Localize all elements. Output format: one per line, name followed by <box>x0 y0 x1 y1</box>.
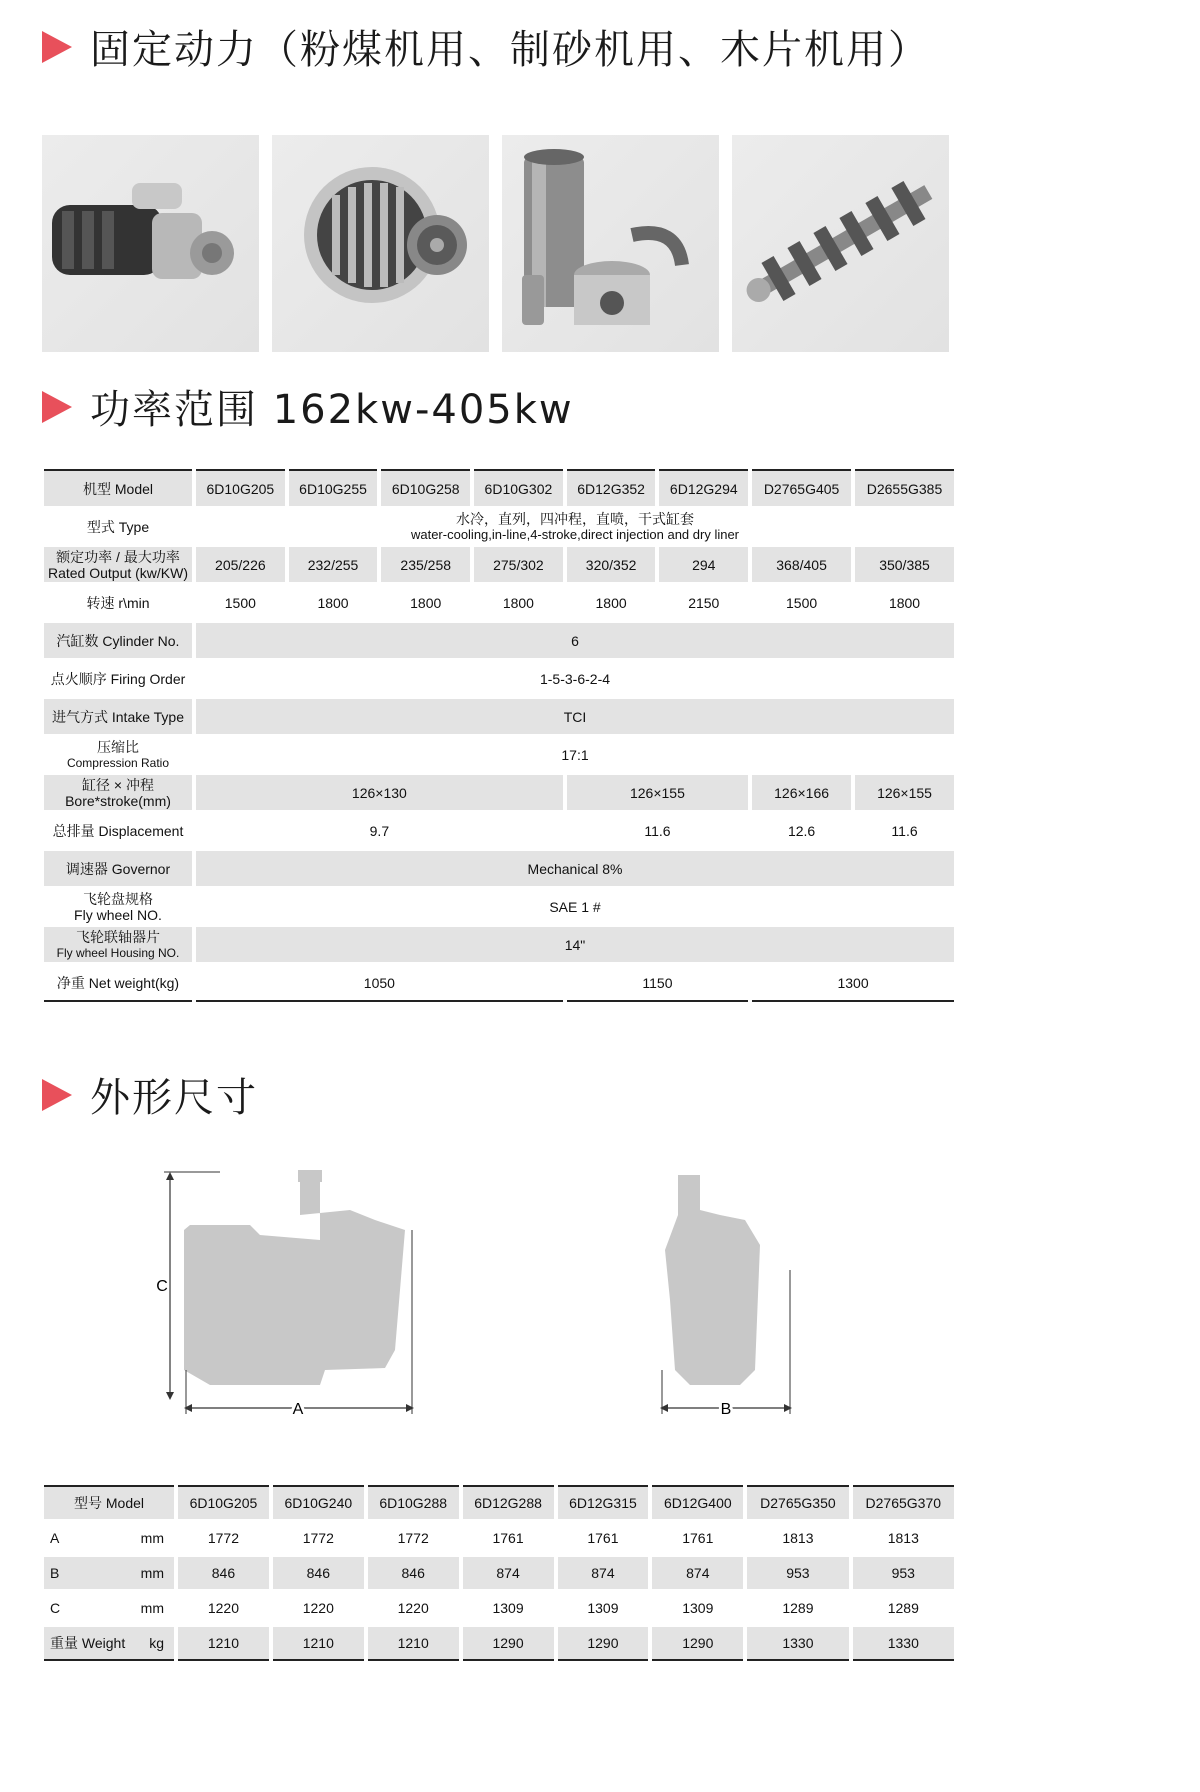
table-row <box>44 547 954 582</box>
dim-cell: 846 <box>178 1557 269 1589</box>
dim-label-a: A <box>292 1401 304 1418</box>
crankshaft-image <box>732 135 949 352</box>
table-row <box>44 699 954 734</box>
spec-table <box>40 466 958 1005</box>
speed-cell: 1800 <box>502 594 534 611</box>
table-row <box>44 1592 954 1624</box>
parts-photo-row <box>42 135 949 352</box>
engine-end-view-diagram <box>650 1170 800 1420</box>
table-row <box>44 1627 954 1661</box>
dim-cell: 1210 <box>368 1627 459 1661</box>
dim-cell: 1220 <box>207 1600 240 1616</box>
intake-cell: TCI <box>196 699 954 734</box>
speed-cell: 1800 <box>317 594 349 611</box>
table-row <box>44 775 954 810</box>
intake-label: 进气方式 Intake Type <box>44 699 192 734</box>
table-row <box>44 469 954 506</box>
speed-label: 转速 r\min <box>86 594 150 611</box>
dimension-table <box>40 1482 958 1664</box>
weight-cell: 1050 <box>196 965 563 1002</box>
housing-cell: 14" <box>196 927 954 962</box>
dim-cell: 1290 <box>652 1627 743 1661</box>
dim-model-label: 型号 Model <box>44 1485 174 1519</box>
type-label: 型式 Type <box>86 518 150 535</box>
bore-cell: 126×155 <box>567 775 748 810</box>
table-row <box>44 965 954 1002</box>
type-cell <box>196 509 954 544</box>
dim-cell: 874 <box>463 1557 554 1589</box>
dim-cell: 953 <box>747 1557 848 1589</box>
section-heading-dimensions <box>42 1066 258 1123</box>
rated-label-cn: 额定功率 / 最大功率 <box>56 548 180 565</box>
dim-cell: 1220 <box>302 1600 334 1616</box>
dim-row-name: C <box>50 1600 61 1616</box>
dim-row-name: B <box>50 1565 60 1581</box>
dim-row-unit: mm <box>140 1600 164 1616</box>
flywheel-label-en: Fly wheel NO. <box>74 906 162 923</box>
dim-row-label <box>44 1627 174 1661</box>
rated-cell: 275/302 <box>474 547 563 582</box>
disp-cell: 11.6 <box>644 822 671 839</box>
rated-cell: 320/352 <box>567 547 656 582</box>
bore-cell: 126×166 <box>752 775 851 810</box>
bore-label-en: Bore*stroke(mm) <box>65 792 171 809</box>
disp-label: 总排量 Displacement <box>52 822 184 839</box>
model-cell: 6D10G255 <box>289 469 378 506</box>
dim-cell: 846 <box>273 1557 364 1589</box>
dim-cell: 1210 <box>273 1627 364 1661</box>
triangle-bullet-icon <box>42 391 72 423</box>
weight-cell: 1150 <box>567 965 748 1002</box>
dim-model-cell: 6D10G205 <box>178 1485 269 1519</box>
dim-cell: 1772 <box>302 1530 334 1546</box>
speed-cell: 1800 <box>595 594 627 611</box>
model-cell: 6D10G258 <box>381 469 470 506</box>
dim-cell: 1772 <box>207 1530 240 1546</box>
dim-cell: 1309 <box>682 1600 714 1616</box>
model-cell: D2765G405 <box>752 469 851 506</box>
disp-cell: 11.6 <box>891 822 918 839</box>
compression-cell: 17:1 <box>561 746 589 763</box>
housing-label-en: Fly wheel Housing NO. <box>56 945 180 960</box>
speed-cell: 1500 <box>786 594 818 611</box>
dim-cell: 1290 <box>558 1627 649 1661</box>
table-row <box>44 889 954 924</box>
table-row <box>44 813 954 848</box>
dim-model-cell: 6D12G288 <box>463 1485 554 1519</box>
rated-cell: 350/385 <box>855 547 954 582</box>
flywheel-label-cn: 飞轮盘规格 <box>83 890 153 907</box>
model-cell: 6D12G294 <box>659 469 748 506</box>
flywheel-cell: SAE 1 # <box>549 898 601 915</box>
table-row <box>44 851 954 886</box>
housing-label-cn: 飞轮联轴器片 <box>76 928 160 945</box>
dim-row-unit: mm <box>140 1530 164 1546</box>
dim-model-cell: 6D10G288 <box>368 1485 459 1519</box>
table-row <box>44 927 954 962</box>
dim-row-unit: mm <box>140 1565 164 1581</box>
dim-cell: 1761 <box>682 1530 714 1546</box>
section-heading-fixed-power <box>42 18 930 75</box>
starter-motor-image <box>42 135 259 352</box>
dim-cell: 1210 <box>178 1627 269 1661</box>
weight-cell: 1300 <box>752 965 954 1002</box>
heading-text: 外形尺寸 <box>90 1075 258 1121</box>
rated-cell: 368/405 <box>752 547 851 582</box>
firing-cell: 1-5-3-6-2-4 <box>539 670 611 687</box>
bore-cell: 126×130 <box>196 775 563 810</box>
compression-label-cn: 压缩比 <box>97 738 139 755</box>
model-cell: 6D10G205 <box>196 469 285 506</box>
alternator-image <box>272 135 489 352</box>
speed-cell: 1800 <box>888 594 921 611</box>
model-label: 机型 Model <box>44 469 192 506</box>
dim-cell: 1309 <box>492 1600 524 1616</box>
heading-text: 功率范围 162kw-405kw <box>90 387 574 433</box>
dim-cell: 953 <box>853 1557 954 1589</box>
dim-model-cell: 6D12G400 <box>652 1485 743 1519</box>
dim-cell: 1761 <box>492 1530 524 1546</box>
type-en: water-cooling,in-line,4-stroke,direct injection and dry liner <box>410 526 740 542</box>
dim-row-label <box>44 1522 174 1554</box>
compression-label <box>44 737 192 772</box>
table-row <box>44 737 954 772</box>
dim-label-c: C <box>156 1278 168 1295</box>
speed-cell: 1800 <box>410 594 442 611</box>
speed-cell: 1500 <box>224 594 256 611</box>
cylinder-liner-piston-image <box>502 135 719 352</box>
section-heading-power-range <box>42 378 574 435</box>
rated-label <box>44 547 192 582</box>
dim-row-name: 重量 Weight <box>50 1635 126 1651</box>
dim-cell: 1289 <box>887 1600 919 1616</box>
model-cell: D2655G385 <box>855 469 954 506</box>
bore-label <box>44 775 192 810</box>
bore-label-cn: 缸径 × 冲程 <box>82 776 154 793</box>
dim-cell: 846 <box>368 1557 459 1589</box>
dim-cell: 1289 <box>782 1600 814 1616</box>
firing-label: 点火顺序 Firing Order <box>50 670 186 687</box>
dim-row-label <box>44 1592 174 1624</box>
rated-cell: 294 <box>659 547 748 582</box>
governor-label: 调速器 Governor <box>44 851 192 886</box>
dim-cell: 1220 <box>397 1600 429 1616</box>
table-row <box>44 661 954 696</box>
dim-cell: 874 <box>652 1557 743 1589</box>
dim-cell: 1290 <box>463 1627 554 1661</box>
dim-cell: 1813 <box>887 1530 919 1546</box>
type-cn: 水冷，直列，四冲程，直喷，干式缸套 <box>456 510 694 527</box>
engine-side-view-diagram <box>150 1170 420 1420</box>
disp-cell: 12.6 <box>787 822 816 839</box>
cylinder-label: 汽缸数 Cylinder No. <box>44 623 192 658</box>
dim-model-cell: 6D12G315 <box>558 1485 649 1519</box>
dim-cell: 1330 <box>853 1627 954 1661</box>
table-row <box>44 1522 954 1554</box>
dim-model-cell: D2765G370 <box>853 1485 954 1519</box>
dim-row-name: A <box>50 1530 60 1546</box>
dim-row-label <box>44 1557 174 1589</box>
dim-cell: 1761 <box>587 1530 619 1546</box>
dim-label-b: B <box>720 1401 732 1418</box>
weight-label: 净重 Net weight(kg) <box>44 965 192 1002</box>
compression-label-en: Compression Ratio <box>66 755 170 770</box>
dim-cell: 1309 <box>587 1600 619 1616</box>
heading-text: 固定动力（粉煤机用、制砂机用、木片机用） <box>90 27 930 73</box>
governor-cell: Mechanical 8% <box>196 851 954 886</box>
dim-cell: 1330 <box>747 1627 848 1661</box>
dim-model-cell: 6D10G240 <box>273 1485 364 1519</box>
table-row <box>44 585 954 620</box>
rated-cell: 232/255 <box>289 547 378 582</box>
table-row <box>44 509 954 544</box>
rated-cell: 235/258 <box>381 547 470 582</box>
dim-cell: 874 <box>558 1557 649 1589</box>
triangle-bullet-icon <box>42 1079 72 1111</box>
model-cell: 6D12G352 <box>567 469 656 506</box>
rated-label-en: Rated Output (kw/KW) <box>47 564 189 581</box>
flywheel-label <box>44 889 192 924</box>
rated-cell: 205/226 <box>196 547 285 582</box>
cylinder-cell: 6 <box>196 623 954 658</box>
triangle-bullet-icon <box>42 31 72 63</box>
table-row <box>44 1485 954 1519</box>
housing-label <box>44 927 192 962</box>
dim-model-cell: D2765G350 <box>747 1485 848 1519</box>
table-row <box>44 623 954 658</box>
table-row <box>44 1557 954 1589</box>
speed-cell: 2150 <box>688 594 720 611</box>
disp-cell: 9.7 <box>369 822 390 839</box>
model-cell: 6D10G302 <box>474 469 563 506</box>
dim-cell: 1772 <box>397 1530 429 1546</box>
bore-cell: 126×155 <box>855 775 954 810</box>
dim-cell: 1813 <box>782 1530 814 1546</box>
dim-row-unit: kg <box>149 1635 164 1651</box>
